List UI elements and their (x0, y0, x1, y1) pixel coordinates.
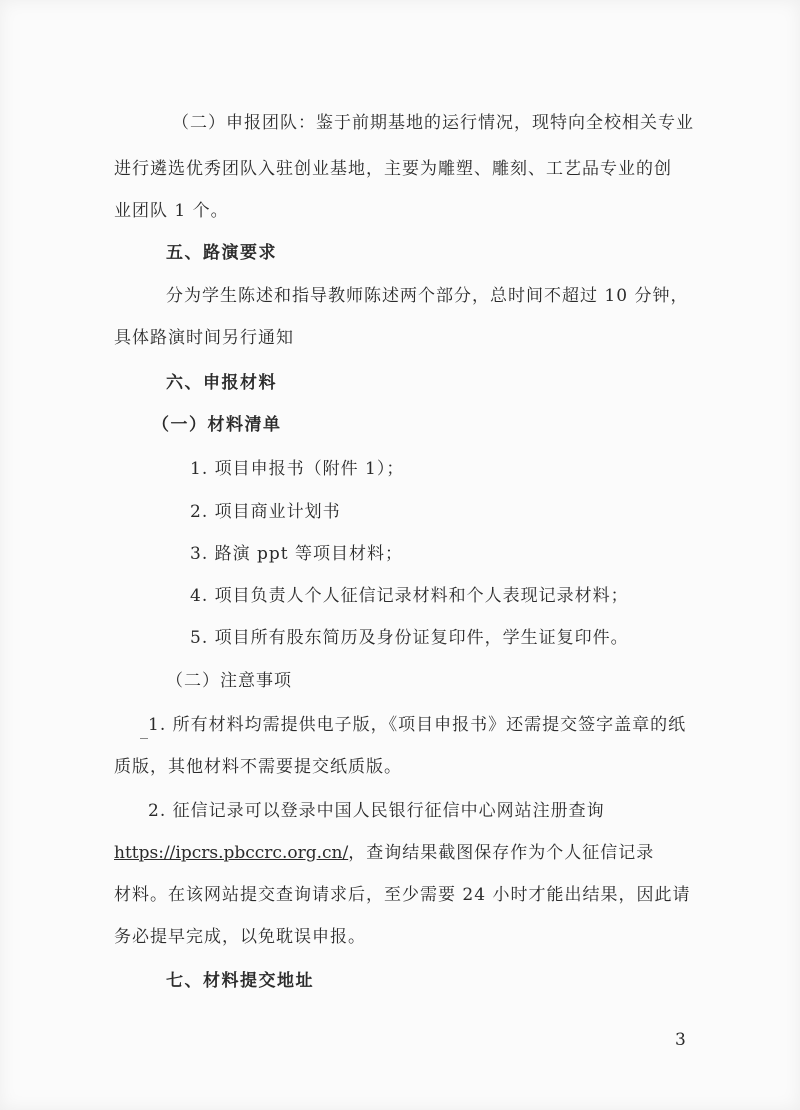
note-2-line-2 (114, 842, 654, 864)
team-paragraph-line-2: 进行遴选优秀团队入驻创业基地，主要为雕塑、雕刻、工艺品专业的创 (114, 159, 672, 179)
scan-mark (140, 738, 148, 739)
materials-list-item: 4. 项目负责人个人征信记录材料和个人表现记录材料； (190, 586, 629, 606)
materials-list-item: 3. 路演 ppt 等项目材料； (190, 544, 404, 564)
page-number: 3 (675, 1030, 686, 1050)
materials-list-item: 2. 项目商业计划书 (190, 502, 341, 522)
materials-list-item: 1. 项目申报书（附件 1）； (190, 459, 405, 479)
team-paragraph-line-1: （二）申报团队：鉴于前期基地的运行情况，现特向全校相关专业 (172, 113, 694, 133)
materials-list-heading: （一）材料清单 (152, 415, 282, 435)
section-seven-heading: 七、材料提交地址 (166, 971, 314, 991)
note-2-line-2-text: ，查询结果截图保存作为个人征信记录 (348, 843, 655, 863)
note-2-line-3: 材料。在该网站提交查询请求后，至少需要 24 小时才能出结果，因此请 (114, 885, 691, 905)
note-1-line-1: 1. 所有材料均需提供电子版，《项目申报书》还需提交签字盖章的纸 (148, 715, 687, 735)
credit-center-link[interactable]: https://ipcrs.pbccrc.org.cn/ (114, 843, 349, 863)
roadshow-paragraph-line-2: 具体路演时间另行通知 (114, 328, 294, 348)
note-2-line-1: 2. 征信记录可以登录中国人民银行征信中心网站注册查询 (148, 801, 605, 821)
materials-list-item: 5. 项目所有股东简历及身份证复印件，学生证复印件。 (190, 628, 629, 648)
roadshow-paragraph-line-1: 分为学生陈述和指导教师陈述两个部分，总时间不超过 10 分钟， (166, 286, 689, 306)
notes-heading: （二）注意事项 (166, 671, 292, 691)
note-1-line-2: 质版，其他材料不需要提交纸质版。 (114, 757, 402, 777)
note-2-line-4: 务必提早完成，以免耽误申报。 (114, 927, 366, 947)
team-paragraph-line-3: 业团队 1 个。 (114, 201, 229, 221)
section-six-heading: 六、申报材料 (166, 373, 277, 393)
section-five-heading: 五、路演要求 (166, 243, 277, 263)
